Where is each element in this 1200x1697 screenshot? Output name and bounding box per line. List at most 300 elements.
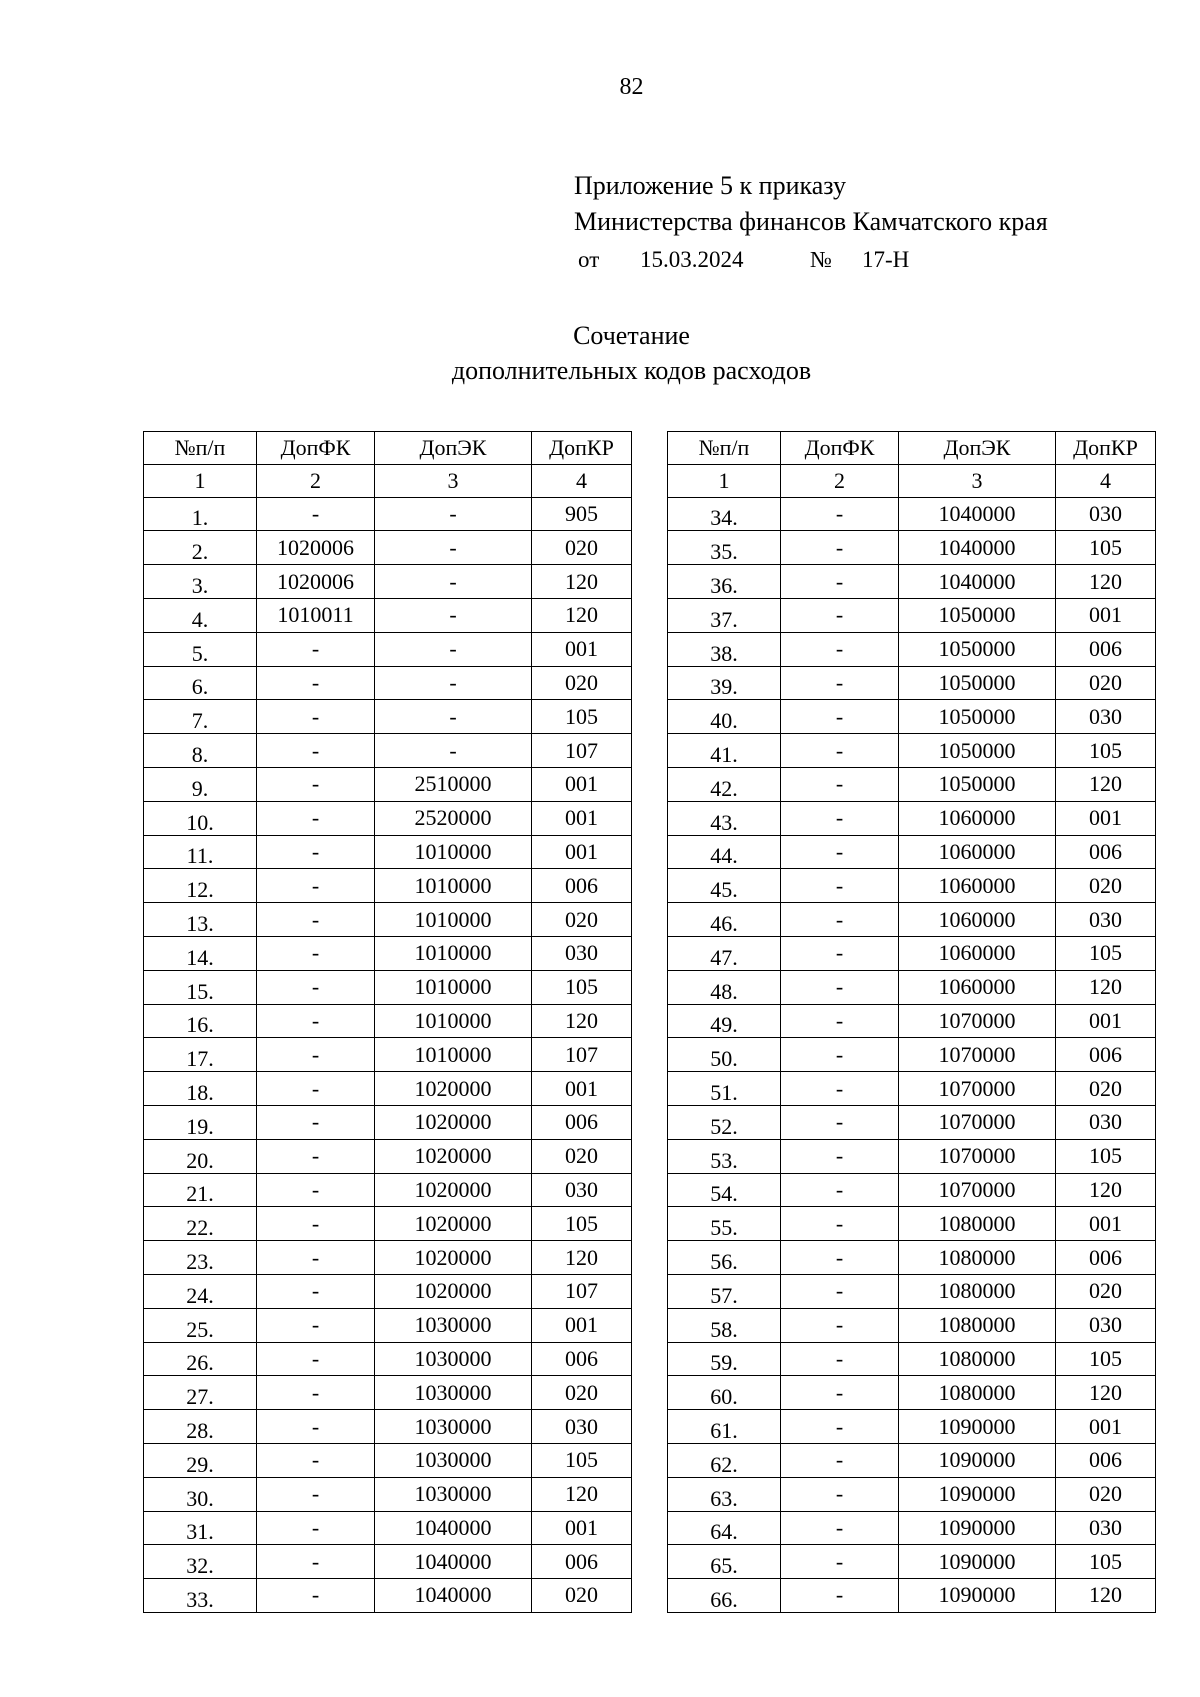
table-header-row (144, 432, 632, 465)
table-row (144, 1173, 632, 1207)
table-row (144, 1443, 632, 1477)
dopek-cell: 1030000 (375, 1308, 532, 1342)
dopkr-cell: 905 (532, 497, 632, 531)
table-row (668, 1342, 1156, 1376)
row-number-cell: 41. (668, 734, 781, 768)
dopkr-cell: 120 (1056, 1173, 1156, 1207)
dopfk-cell: - (781, 1342, 899, 1376)
dopek-cell: 1070000 (899, 1105, 1056, 1139)
dopkr-cell: 105 (532, 1207, 632, 1241)
dopek-cell: 1070000 (899, 1173, 1056, 1207)
dopkr-cell: 120 (532, 1477, 632, 1511)
dopfk-cell: - (781, 1173, 899, 1207)
table-row (668, 1004, 1156, 1038)
dopek-cell: - (375, 565, 532, 599)
row-number-cell: 28. (144, 1410, 257, 1444)
row-number-cell: 47. (668, 936, 781, 970)
row-number-cell: 13. (144, 903, 257, 937)
header-dopfk-cell: ДопФК (781, 432, 899, 465)
dopek-cell: 1070000 (899, 1038, 1056, 1072)
dopek-cell: 1030000 (375, 1443, 532, 1477)
table-row (668, 497, 1156, 531)
dopkr-cell: 001 (532, 1308, 632, 1342)
dopek-cell: 1010000 (375, 970, 532, 1004)
dopkr-cell: 001 (1056, 1207, 1156, 1241)
dopfk-cell: - (781, 1511, 899, 1545)
row-number-cell: 30. (144, 1477, 257, 1511)
dopkr-cell: 030 (1056, 497, 1156, 531)
row-number-cell: 43. (668, 801, 781, 835)
dopfk-cell: - (781, 1308, 899, 1342)
row-number-cell: 35. (668, 531, 781, 565)
table-row (144, 1274, 632, 1308)
dopkr-cell: 020 (532, 1579, 632, 1613)
row-number-cell: 60. (668, 1376, 781, 1410)
dopkr-cell: 030 (1056, 1308, 1156, 1342)
dopfk-cell: - (781, 869, 899, 903)
row-number-cell: 31. (144, 1511, 257, 1545)
table-row (668, 1477, 1156, 1511)
row-number-cell: 17. (144, 1038, 257, 1072)
dopfk-cell: 1010011 (257, 598, 375, 632)
dopfk-cell: - (781, 1477, 899, 1511)
row-number-cell: 64. (668, 1511, 781, 1545)
row-number-cell: 3. (144, 565, 257, 599)
column-number-cell: 2 (257, 464, 375, 497)
table-row (144, 1207, 632, 1241)
dopek-cell: 1090000 (899, 1410, 1056, 1444)
row-number-cell: 33. (144, 1579, 257, 1613)
table-row (668, 970, 1156, 1004)
table-row (144, 970, 632, 1004)
dopek-cell: 1060000 (899, 936, 1056, 970)
table-row (668, 1511, 1156, 1545)
dopkr-cell: 001 (1056, 1004, 1156, 1038)
dopkr-cell: 020 (532, 1139, 632, 1173)
dopfk-cell: - (257, 1105, 375, 1139)
dopfk-cell: - (781, 835, 899, 869)
appendix-line-1: Приложение 5 к приказу (574, 171, 847, 200)
dopfk-cell: - (257, 1477, 375, 1511)
row-number-cell: 50. (668, 1038, 781, 1072)
table-row (144, 1579, 632, 1613)
column-number-row (144, 464, 632, 497)
table-row (144, 1241, 632, 1275)
row-number-cell: 63. (668, 1477, 781, 1511)
row-number-cell: 42. (668, 767, 781, 801)
table-row (144, 1477, 632, 1511)
row-number-cell: 10. (144, 801, 257, 835)
row-number-cell: 27. (144, 1376, 257, 1410)
dopkr-cell: 001 (532, 801, 632, 835)
dopek-cell: 1010000 (375, 936, 532, 970)
order-date-line (578, 242, 1048, 278)
dopkr-cell: 006 (1056, 1038, 1156, 1072)
dopfk-cell: 1020006 (257, 565, 375, 599)
dopek-cell: 1070000 (899, 1072, 1056, 1106)
table-row (668, 1545, 1156, 1579)
dopfk-cell: - (781, 666, 899, 700)
dopek-cell: 1020000 (375, 1072, 532, 1106)
dopfk-cell: - (781, 1274, 899, 1308)
dopek-cell: 1020000 (375, 1207, 532, 1241)
dopfk-cell: - (257, 1511, 375, 1545)
table-row (144, 1410, 632, 1444)
dopfk-cell: - (257, 1545, 375, 1579)
dopkr-cell: 020 (1056, 1274, 1156, 1308)
dopkr-cell: 120 (1056, 565, 1156, 599)
dopek-cell: 2510000 (375, 767, 532, 801)
codes-table-right (667, 431, 1156, 1613)
dopek-cell: 1060000 (899, 869, 1056, 903)
dopfk-cell: - (257, 1241, 375, 1275)
dopfk-cell: - (781, 531, 899, 565)
dopfk-cell: - (781, 1545, 899, 1579)
dopkr-cell: 006 (532, 1105, 632, 1139)
dopek-cell: 1060000 (899, 970, 1056, 1004)
table-row (144, 1072, 632, 1106)
row-number-cell: 46. (668, 903, 781, 937)
dopfk-cell: - (257, 767, 375, 801)
row-number-cell: 56. (668, 1241, 781, 1275)
table-row (668, 767, 1156, 801)
page-number: 82 (619, 74, 644, 100)
dopek-cell: 1070000 (899, 1139, 1056, 1173)
dopfk-cell: - (257, 1173, 375, 1207)
dopkr-cell: 020 (532, 531, 632, 565)
appendix-line-2: Министерства финансов Камчатского края (574, 207, 1048, 236)
dopfk-cell: - (257, 632, 375, 666)
dopfk-cell: - (781, 1241, 899, 1275)
table-row (668, 1038, 1156, 1072)
header-dopkr-cell: ДопКР (532, 432, 632, 465)
dopkr-cell: 006 (532, 1342, 632, 1376)
row-number-cell: 51. (668, 1072, 781, 1106)
row-number-cell: 26. (144, 1342, 257, 1376)
row-number-cell: 59. (668, 1342, 781, 1376)
row-number-cell: 12. (144, 869, 257, 903)
table-row (144, 1308, 632, 1342)
dopkr-cell: 120 (1056, 767, 1156, 801)
row-number-cell: 36. (668, 565, 781, 599)
dopfk-cell: - (257, 700, 375, 734)
table-row (668, 1072, 1156, 1106)
dopfk-cell: - (781, 734, 899, 768)
row-number-cell: 14. (144, 936, 257, 970)
dopek-cell: 1080000 (899, 1274, 1056, 1308)
dopkr-cell: 020 (532, 666, 632, 700)
column-number-cell: 2 (781, 464, 899, 497)
column-number-cell: 4 (1056, 464, 1156, 497)
dopek-cell: 1090000 (899, 1477, 1056, 1511)
dopfk-cell: - (781, 1038, 899, 1072)
order-date: 15.03.2024 (640, 247, 744, 272)
row-number-cell: 54. (668, 1173, 781, 1207)
dopkr-cell: 105 (1056, 734, 1156, 768)
dopkr-cell: 001 (1056, 801, 1156, 835)
dopek-cell: 1020000 (375, 1139, 532, 1173)
table-row (144, 869, 632, 903)
dopfk-cell: - (781, 1410, 899, 1444)
dopfk-cell: - (781, 903, 899, 937)
dopkr-cell: 120 (532, 1004, 632, 1038)
table-row (668, 1376, 1156, 1410)
document-title (0, 318, 1200, 388)
dopkr-cell: 120 (532, 565, 632, 599)
table-row (144, 1342, 632, 1376)
row-number-cell: 18. (144, 1072, 257, 1106)
dopfk-cell: - (257, 1038, 375, 1072)
dopfk-cell: - (781, 801, 899, 835)
row-number-cell: 8. (144, 734, 257, 768)
dopfk-cell: - (257, 1072, 375, 1106)
dopek-cell: 1080000 (899, 1376, 1056, 1410)
dopkr-cell: 006 (1056, 835, 1156, 869)
table-row (668, 1105, 1156, 1139)
table-row (668, 700, 1156, 734)
dopfk-cell: - (257, 1376, 375, 1410)
dopfk-cell: - (257, 734, 375, 768)
header-number-cell: №п/п (668, 432, 781, 465)
dopkr-cell: 105 (532, 700, 632, 734)
dopek-cell: 1080000 (899, 1308, 1056, 1342)
table-row (144, 835, 632, 869)
dopek-cell: 1030000 (375, 1410, 532, 1444)
dopkr-cell: 001 (532, 1072, 632, 1106)
row-number-cell: 24. (144, 1274, 257, 1308)
dopfk-cell: - (781, 1376, 899, 1410)
table-row (144, 632, 632, 666)
dopkr-cell: 001 (532, 767, 632, 801)
row-number-cell: 25. (144, 1308, 257, 1342)
table-row (668, 598, 1156, 632)
dopek-cell: - (375, 632, 532, 666)
dopfk-cell: - (257, 1443, 375, 1477)
dopkr-cell: 001 (532, 835, 632, 869)
row-number-cell: 48. (668, 970, 781, 1004)
row-number-cell: 57. (668, 1274, 781, 1308)
table-row (668, 1139, 1156, 1173)
dopfk-cell: - (781, 1579, 899, 1613)
dopkr-cell: 020 (1056, 1477, 1156, 1511)
table-row (668, 1241, 1156, 1275)
dopek-cell: 1020000 (375, 1241, 532, 1275)
dopkr-cell: 020 (532, 1376, 632, 1410)
dopfk-cell: - (781, 767, 899, 801)
dopek-cell: - (375, 734, 532, 768)
dopfk-cell: - (257, 666, 375, 700)
table-header-row (668, 432, 1156, 465)
header-dopek-cell: ДопЭК (899, 432, 1056, 465)
dopek-cell: - (375, 700, 532, 734)
table-row (668, 531, 1156, 565)
row-number-cell: 21. (144, 1173, 257, 1207)
dopkr-cell: 107 (532, 1038, 632, 1072)
row-number-cell: 38. (668, 632, 781, 666)
table-row (144, 1004, 632, 1038)
dopkr-cell: 001 (532, 632, 632, 666)
row-number-cell: 55. (668, 1207, 781, 1241)
dopek-cell: 1010000 (375, 903, 532, 937)
title-line-2: дополнительных кодов расходов (451, 356, 812, 385)
dopek-cell: 1080000 (899, 1241, 1056, 1275)
dopkr-cell: 105 (1056, 936, 1156, 970)
dopek-cell: 1030000 (375, 1477, 532, 1511)
column-number-cell: 3 (375, 464, 532, 497)
row-number-cell: 65. (668, 1545, 781, 1579)
table-row (144, 1105, 632, 1139)
header-dopek-cell: ДопЭК (375, 432, 532, 465)
dopkr-cell: 001 (532, 1511, 632, 1545)
row-number-cell: 62. (668, 1443, 781, 1477)
dopkr-cell: 105 (1056, 1342, 1156, 1376)
table-row (668, 666, 1156, 700)
dopkr-cell: 006 (532, 869, 632, 903)
row-number-cell: 15. (144, 970, 257, 1004)
dopkr-cell: 120 (1056, 1376, 1156, 1410)
dopek-cell: 1040000 (375, 1511, 532, 1545)
table-row (144, 801, 632, 835)
dopek-cell: 1070000 (899, 1004, 1056, 1038)
dopkr-cell: 001 (1056, 1410, 1156, 1444)
row-number-cell: 40. (668, 700, 781, 734)
dopek-cell: 1010000 (375, 869, 532, 903)
table-row (144, 1376, 632, 1410)
row-number-cell: 2. (144, 531, 257, 565)
row-number-cell: 37. (668, 598, 781, 632)
dopfk-cell: - (257, 1579, 375, 1613)
title-line-1: Сочетание (573, 321, 690, 350)
dopkr-cell: 020 (1056, 1072, 1156, 1106)
dopfk-cell: - (257, 1139, 375, 1173)
dopfk-cell: - (257, 1207, 375, 1241)
dopkr-cell: 006 (1056, 1241, 1156, 1275)
row-number-cell: 7. (144, 700, 257, 734)
table-row (668, 869, 1156, 903)
table-row (144, 903, 632, 937)
dopfk-cell: - (257, 1410, 375, 1444)
dopfk-cell: - (257, 1274, 375, 1308)
number-sign: № (810, 247, 832, 272)
dopek-cell: 1080000 (899, 1342, 1056, 1376)
table-row (668, 565, 1156, 599)
dopfk-cell: 1020006 (257, 531, 375, 565)
dopfk-cell: - (781, 1072, 899, 1106)
row-number-cell: 49. (668, 1004, 781, 1038)
dopfk-cell: - (257, 903, 375, 937)
table-row (668, 1173, 1156, 1207)
table-row (668, 1410, 1156, 1444)
dopfk-cell: - (781, 700, 899, 734)
table-row (668, 801, 1156, 835)
table-row (668, 632, 1156, 666)
header-dopkr-cell: ДопКР (1056, 432, 1156, 465)
row-number-cell: 52. (668, 1105, 781, 1139)
row-number-cell: 1. (144, 497, 257, 531)
dopek-cell: 1090000 (899, 1511, 1056, 1545)
dopkr-cell: 006 (1056, 632, 1156, 666)
dopek-cell: 1050000 (899, 632, 1056, 666)
row-number-cell: 23. (144, 1241, 257, 1275)
dopek-cell: 1040000 (899, 497, 1056, 531)
dopkr-cell: 105 (532, 1443, 632, 1477)
dopek-cell: 1050000 (899, 767, 1056, 801)
dopfk-cell: - (257, 1342, 375, 1376)
dopek-cell: 1040000 (899, 531, 1056, 565)
table-row (668, 1308, 1156, 1342)
dopfk-cell: - (257, 869, 375, 903)
table-row (144, 767, 632, 801)
dopek-cell: 1050000 (899, 700, 1056, 734)
dopek-cell: - (375, 531, 532, 565)
table-row (668, 1207, 1156, 1241)
table-row (668, 835, 1156, 869)
dopek-cell: - (375, 497, 532, 531)
dopek-cell: - (375, 598, 532, 632)
table-row (144, 1038, 632, 1072)
dopkr-cell: 120 (1056, 1579, 1156, 1613)
table-row (668, 1579, 1156, 1613)
appendix-block (574, 168, 1048, 278)
dopek-cell: 1050000 (899, 734, 1056, 768)
dopfk-cell: - (257, 1308, 375, 1342)
table-row (668, 936, 1156, 970)
row-number-cell: 45. (668, 869, 781, 903)
dopek-cell: 1090000 (899, 1579, 1056, 1613)
dopfk-cell: - (781, 565, 899, 599)
dopfk-cell: - (781, 1105, 899, 1139)
row-number-cell: 16. (144, 1004, 257, 1038)
dopek-cell: - (375, 666, 532, 700)
order-number: 17-Н (862, 247, 910, 272)
dopek-cell: 1020000 (375, 1173, 532, 1207)
table-row (144, 531, 632, 565)
dopek-cell: 1080000 (899, 1207, 1056, 1241)
dopek-cell: 1050000 (899, 598, 1056, 632)
dopfk-cell: - (781, 1139, 899, 1173)
row-number-cell: 32. (144, 1545, 257, 1579)
dopfk-cell: - (781, 970, 899, 1004)
dopfk-cell: - (257, 835, 375, 869)
table-row (144, 598, 632, 632)
dopkr-cell: 030 (1056, 1105, 1156, 1139)
row-number-cell: 20. (144, 1139, 257, 1173)
dopfk-cell: - (257, 1004, 375, 1038)
dopkr-cell: 107 (532, 734, 632, 768)
dopkr-cell: 006 (532, 1545, 632, 1579)
dopek-cell: 1050000 (899, 666, 1056, 700)
row-number-cell: 34. (668, 497, 781, 531)
dopek-cell: 1060000 (899, 835, 1056, 869)
dopfk-cell: - (257, 801, 375, 835)
dopek-cell: 1040000 (899, 565, 1056, 599)
table-row (144, 666, 632, 700)
table-row (144, 1545, 632, 1579)
header-number-cell: №п/п (144, 432, 257, 465)
dopkr-cell: 006 (1056, 1443, 1156, 1477)
table-row (144, 497, 632, 531)
table-row (144, 734, 632, 768)
dopkr-cell: 030 (1056, 903, 1156, 937)
dopfk-cell: - (257, 497, 375, 531)
dopkr-cell: 105 (1056, 1139, 1156, 1173)
dopek-cell: 1030000 (375, 1342, 532, 1376)
dopfk-cell: - (781, 497, 899, 531)
dopfk-cell: - (781, 1443, 899, 1477)
dopek-cell: 1060000 (899, 801, 1056, 835)
dopfk-cell: - (781, 632, 899, 666)
dopek-cell: 1030000 (375, 1376, 532, 1410)
